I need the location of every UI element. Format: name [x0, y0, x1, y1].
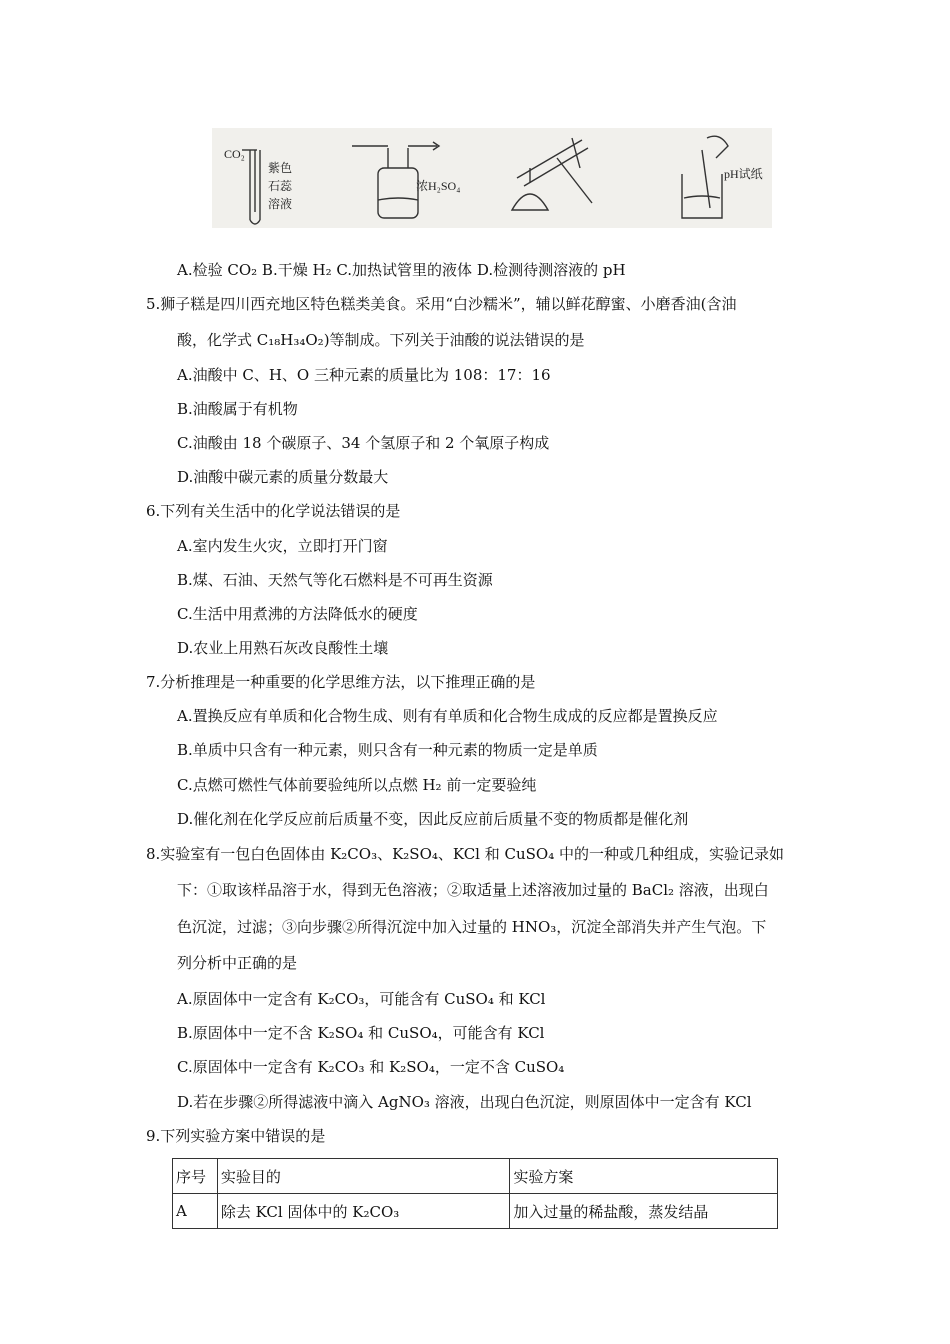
header-cell-number: 序号 [173, 1159, 218, 1194]
litmus-label-1: 紫色 [268, 161, 293, 175]
q7-option-b: B.单质中只含有一种元素，则只含有一种元素的物质一定是单质 [177, 741, 598, 759]
q6-option-b: B.煤、石油、天然气等化石燃料是不可再生资源 [177, 571, 493, 589]
experiment-figure [212, 128, 772, 228]
ph-paper-label: pH试纸 [724, 167, 763, 181]
q6-option-d: D.农业上用熟石灰改良酸性土壤 [177, 639, 389, 657]
q5-stem-line2: 酸，化学式 C₁₈H₃₄O₂)等制成。下列关于油酸的说法错误的是 [177, 331, 585, 349]
q6-option-c: C.生活中用煮沸的方法降低水的硬度 [177, 605, 418, 623]
experiment-table [172, 1158, 778, 1229]
alcohol-lamp [512, 194, 548, 210]
q8-stem-line3: 色沉淀，过滤；③向步骤②所得沉淀中加入过量的 HNO₃，沉淀全部消失并产生气泡。下 [177, 918, 767, 936]
q4-options: A.检验 CO₂ B.干燥 H₂ C.加热试管里的液体 D.检测待测溶液的 pH [177, 261, 626, 279]
q8-option-c: C.原固体中一定含有 K₂CO₃ 和 K₂SO₄，一定不含 CuSO₄ [177, 1058, 565, 1076]
test-tube [517, 140, 582, 178]
q5-stem-line1: 5.狮子糕是四川西充地区特色糕类美食。采用“白沙糯米”，辅以鲜花醇蜜、小磨香油(含油 [146, 295, 737, 313]
row-a-number: A [173, 1194, 218, 1229]
q7-option-c: C.点燃可燃性气体前要验纯所以点燃 H₂ 前一定要验纯 [177, 776, 537, 794]
q8-stem-line1: 8.实验室有一包白色固体由 K₂CO₃、K₂SO₄、KCl 和 CuSO₄ 中的一种或几种组成，实验记录如 [146, 845, 785, 863]
q7-stem: 7.分析推理是一种重要的化学思维方法，以下推理正确的是 [146, 673, 536, 691]
litmus-label-2: 石蕊 [268, 179, 293, 193]
q7-option-a: A.置换反应有单质和化合物生成、则有有单质和化合物生成成的反应都是置换反应 [177, 707, 718, 725]
row-a-purpose: 除去 KCl 固体中的 K₂CO₃ [217, 1194, 510, 1229]
co2-label: CO₂ [224, 147, 245, 161]
q6-stem: 6.下列有关生活中的化学说法错误的是 [146, 502, 401, 520]
acid-label: 浓H₂SO₄ [416, 179, 461, 193]
q8-stem-line2: 下：①取该样品溶于水，得到无色溶液；②取适量上述溶液加过量的 BaCl₂ 溶液，出现白 [177, 881, 769, 899]
row-a-plan: 加入过量的稀盐酸，蒸发结晶 [510, 1194, 778, 1229]
q8-option-a: A.原固体中一定含有 K₂CO₃，可能含有 CuSO₄ 和 KCl [177, 990, 546, 1008]
q9-stem: 9.下列实验方案中错误的是 [146, 1127, 326, 1145]
q8-option-d: D.若在步骤②所得滤液中滴入 AgNO₃ 溶液，出现白色沉淀，则原固体中一定含有 KCl [177, 1093, 752, 1111]
table-header-row [173, 1159, 778, 1194]
q8-stem-line4: 列分析中正确的是 [177, 954, 298, 972]
q5-option-c: C.油酸由 18 个碳原子、34 个氢原子和 2 个氧原子构成 [177, 434, 550, 452]
header-cell-purpose: 实验目的 [217, 1159, 510, 1194]
q5-option-a: A.油酸中 C、H、O 三种元素的质量比为 108：17：16 [177, 366, 551, 384]
q5-option-d: D.油酸中碳元素的质量分数最大 [177, 468, 389, 486]
q8-option-b: B.原固体中一定不含 K₂SO₄ 和 CuSO₄，可能含有 KCl [177, 1024, 545, 1042]
table-row [173, 1194, 778, 1229]
litmus-label-3: 溶液 [268, 197, 293, 211]
apparatus-illustration [212, 128, 772, 228]
wash-bottle [378, 168, 418, 218]
q5-option-b: B.油酸属于有机物 [177, 400, 298, 418]
q6-option-a: A.室内发生火灾，立即打开门窗 [177, 537, 388, 555]
glass-rod [702, 150, 710, 208]
header-cell-plan: 实验方案 [510, 1159, 778, 1194]
q7-option-d: D.催化剂在化学反应前后质量不变，因此反应前后质量不变的物质都是催化剂 [177, 810, 689, 828]
